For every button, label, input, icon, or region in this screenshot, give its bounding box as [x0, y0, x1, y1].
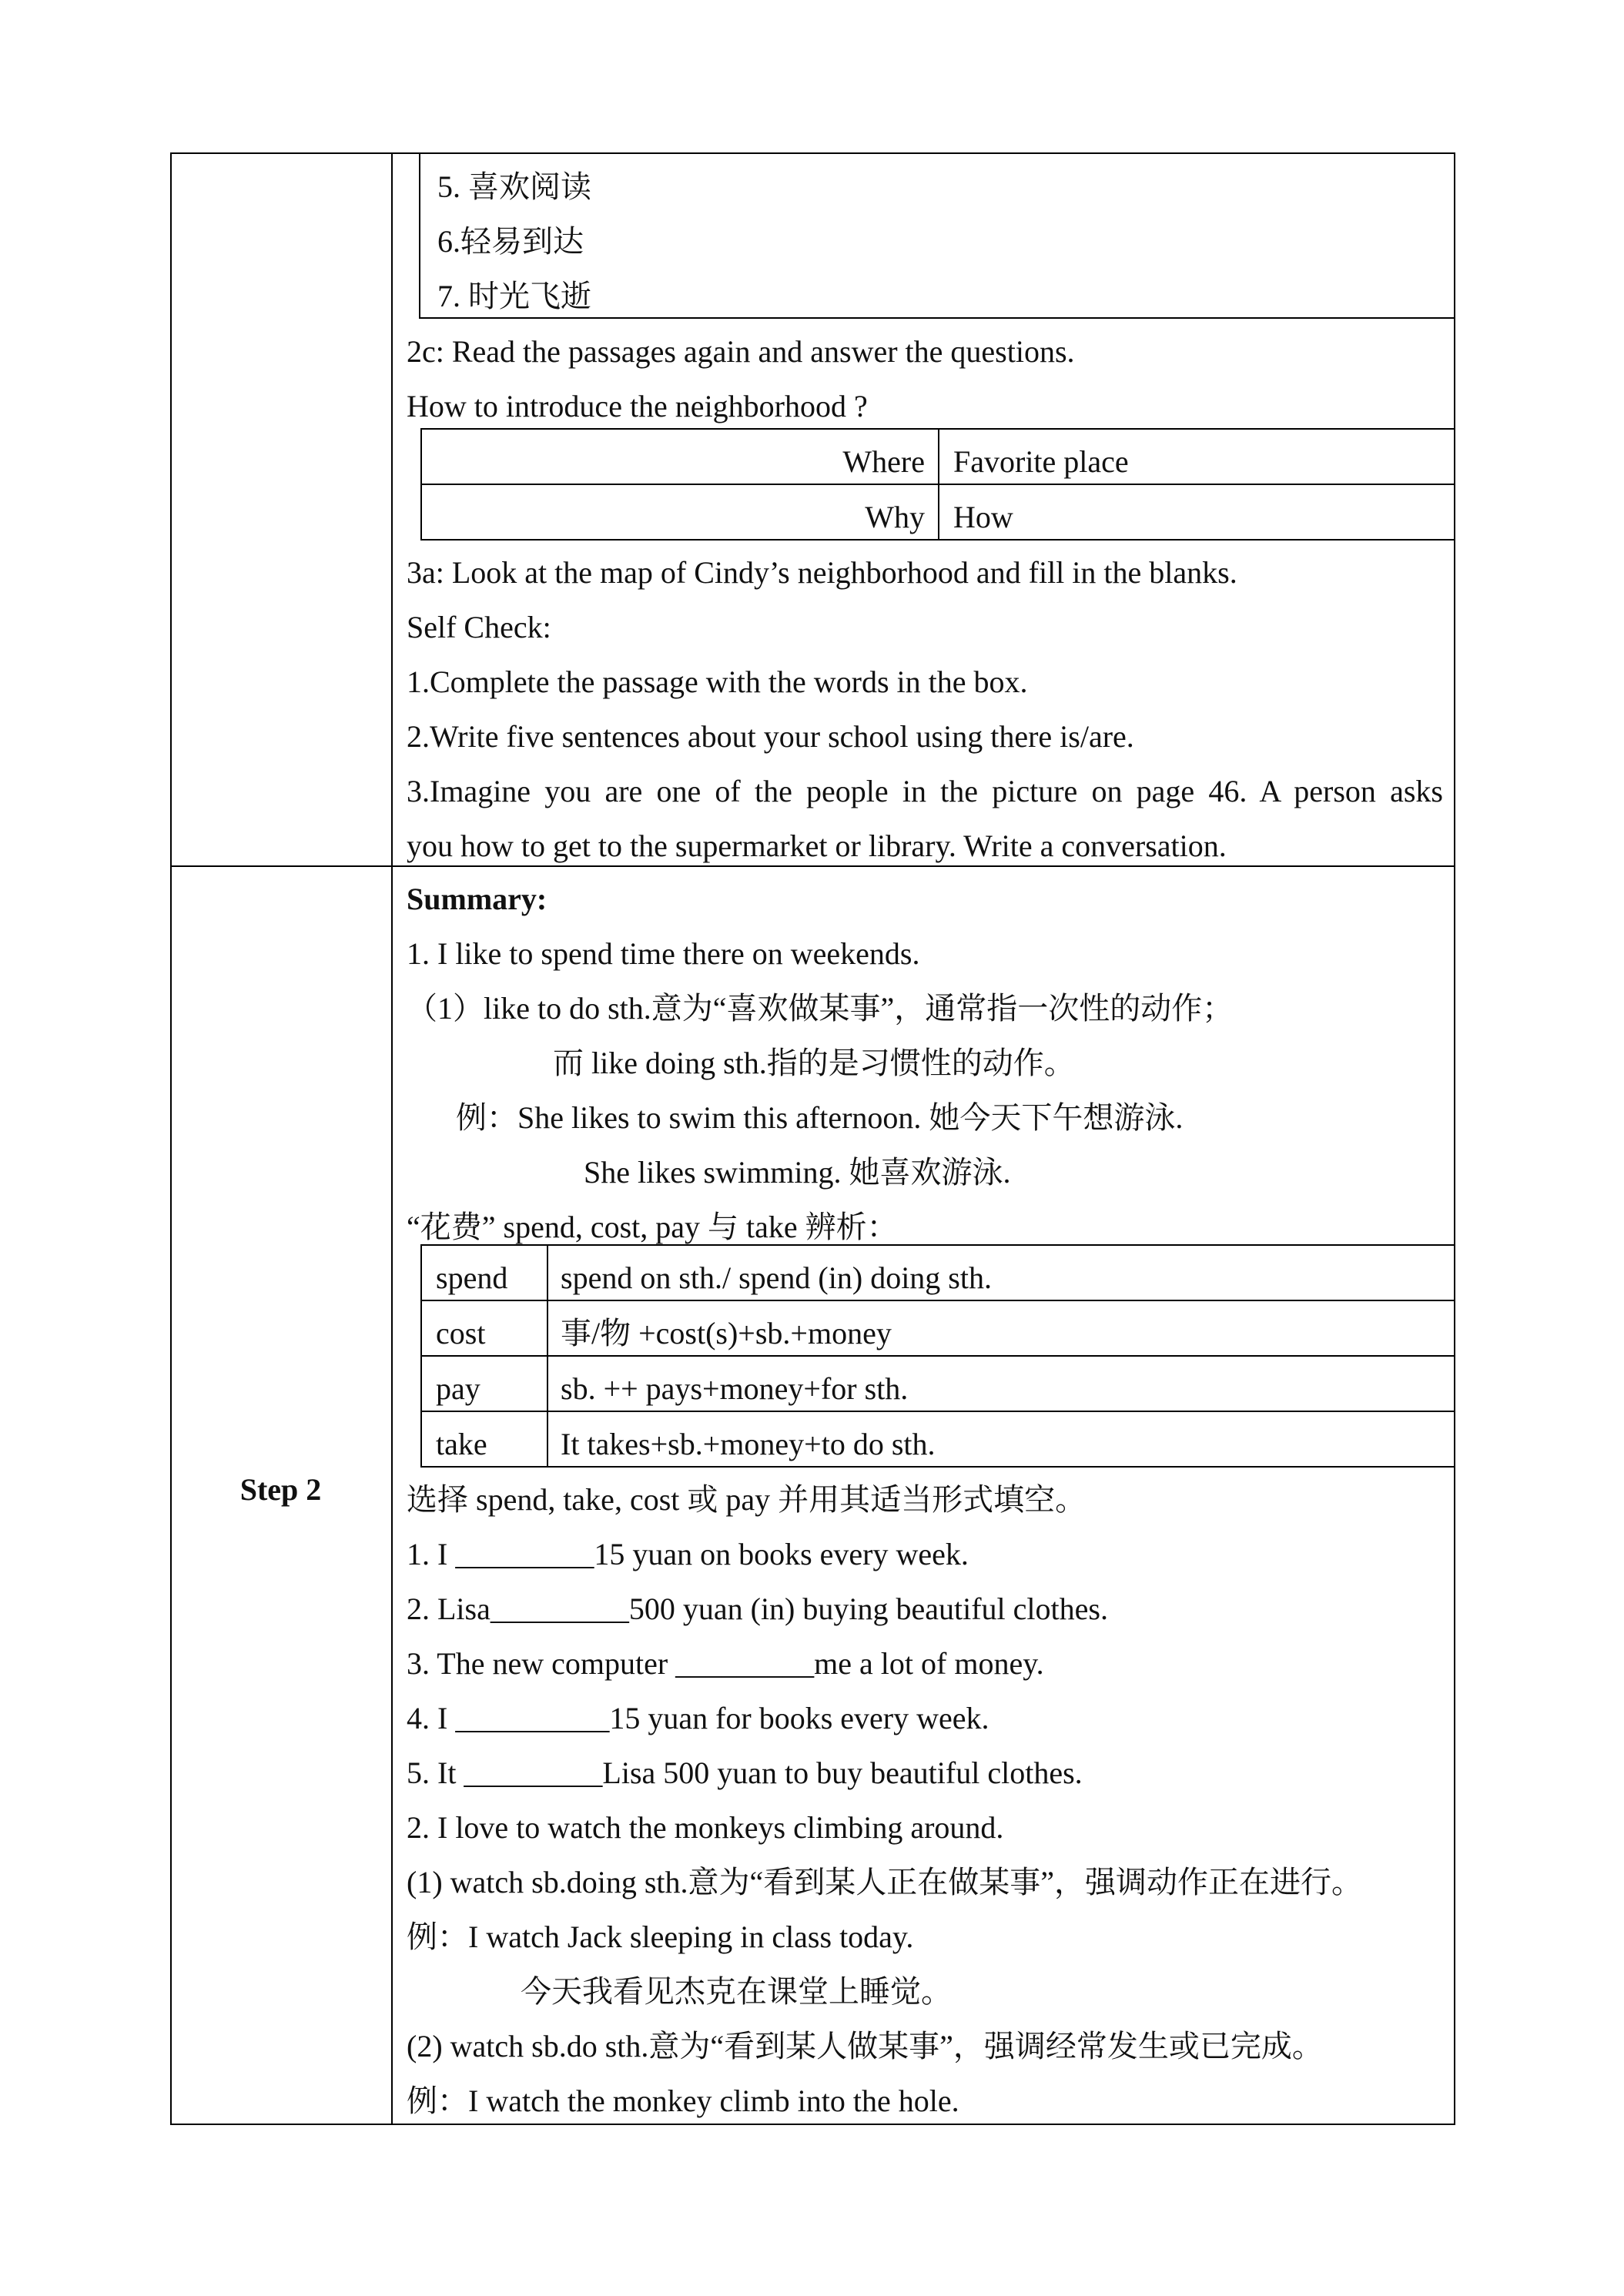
vocab-item-5: 5. 喜欢阅读 — [437, 169, 591, 204]
grid-divider — [938, 428, 939, 541]
example-2-a-translation: 今天我看见杰克在课堂上睡觉。 — [521, 1974, 952, 2009]
usage-cell-pay: sb. ++ pays+money+for sth. — [561, 1371, 909, 1406]
example-2-a: 例：I watch Jack sleeping in class today. — [407, 1919, 914, 1954]
verb-cell-cost: cost — [436, 1316, 486, 1350]
summary-title: Summary: — [407, 882, 547, 916]
grid-cell-why: Why — [865, 500, 925, 534]
verb-table-divider — [547, 1244, 548, 1468]
vocab-item-6: 6.轻易到达 — [437, 224, 584, 259]
vocab-item-7: 7. 时光飞逝 — [437, 279, 591, 313]
usage-cell-take: It takes+sb.+money+to do sth. — [561, 1427, 936, 1461]
exercise-4: 4. I __________15 yuan for books every week. — [407, 1701, 989, 1735]
self-check-item-2: 2.Write five sentences about your school using there is/are. — [407, 719, 1134, 754]
grid-cell-how: How — [953, 500, 1013, 534]
example-1-line-1: 例：She likes to swim this afternoon. 她今天下午想游泳. — [456, 1100, 1184, 1135]
note-1-line-1: （1）like to do sth.意为“喜欢做某事”，通常指一次性的动作； — [407, 991, 1234, 1026]
table-left-border — [170, 152, 172, 2125]
question-text: How to introduce the neighborhood ? — [407, 389, 868, 423]
point-1: 1. I like to spend time there on weekends. — [407, 936, 920, 971]
exercise-title: 选择 spend, take, cost 或 pay 并用其适当形式填空。 — [407, 1482, 1087, 1517]
verb-table-left — [420, 1244, 422, 1468]
point-2: 2. I love to watch the monkeys climbing around. — [407, 1810, 1004, 1845]
exercise-2: 2. Lisa_________500 yuan (in) buying beautiful clothes. — [407, 1591, 1108, 1626]
example-1-line-2: She likes swimming. 她喜欢游泳. — [584, 1155, 1011, 1190]
verb-cell-pay: pay — [436, 1371, 481, 1406]
table-column-divider — [391, 152, 393, 2125]
self-check-item-3-cont: you how to get to the supermarket or library. Write a conversation. — [407, 828, 1227, 863]
note-1-line-2: 而 like doing sth.指的是习惯性的动作。 — [553, 1046, 1075, 1080]
usage-cell-spend: spend on sth./ spend (in) doing sth. — [561, 1260, 992, 1295]
vocab-box-left — [419, 154, 420, 319]
step-label: Step 2 — [239, 1472, 322, 1507]
table-top-border — [170, 152, 1455, 154]
grid-cell-where: Where — [842, 444, 925, 479]
note-2-b: (2) watch sb.do sth.意为“看到某人做某事”，强调经常发生或已完成。 — [407, 2029, 1323, 2063]
usage-cell-cost: 事/物 +cost(s)+sb.+money — [561, 1316, 892, 1350]
grid-cell-favorite-place: Favorite place — [953, 444, 1129, 479]
verb-cell-take: take — [436, 1427, 487, 1461]
exercise-1: 1. I _________15 yuan on books every week. — [407, 1537, 969, 1571]
table-right-border — [1454, 152, 1455, 2125]
verb-cell-spend: spend — [436, 1260, 508, 1295]
exercise-3: 3. The new computer _________me a lot of money. — [407, 1646, 1044, 1681]
task-3a: 3a: Look at the map of Cindy’s neighborhood and fill in the blanks. — [407, 555, 1237, 590]
example-2-b: 例：I watch the monkey climb into the hole. — [407, 2083, 959, 2118]
self-check-item-3: 3.Imagine you are one of the people in the picture on page 46. A person asks — [407, 774, 1443, 808]
self-check-item-1: 1.Complete the passage with the words in the box. — [407, 664, 1028, 699]
note-2-a: (1) watch sb.doing sth.意为“看到某人正在做某事”，强调动作正在进行。 — [407, 1865, 1363, 1899]
spend-comparison-title: “花费” spend, cost, pay 与 take 辨析： — [407, 1210, 898, 1244]
exercise-5: 5. It _________Lisa 500 yuan to buy beautiful clothes. — [407, 1755, 1083, 1790]
self-check-title: Self Check: — [407, 610, 551, 644]
task-2c: 2c: Read the passages again and answer the questions. — [407, 334, 1075, 369]
